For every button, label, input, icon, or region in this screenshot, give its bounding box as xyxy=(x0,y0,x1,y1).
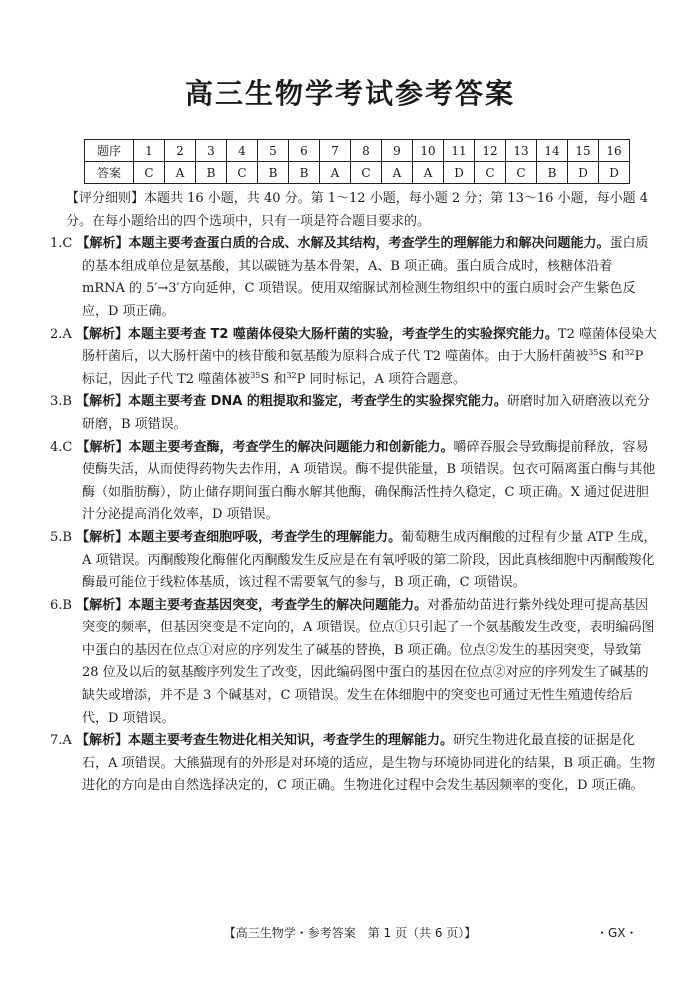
table-cell: 5 xyxy=(258,140,289,162)
table-cell: 15 xyxy=(568,140,599,162)
analysis-summary: 【解析】本题主要考查酶，考查学生的解决问题能力和创新能力。 xyxy=(76,439,454,455)
table-cell: B xyxy=(258,162,289,184)
table-cell: C xyxy=(134,162,165,184)
analysis-text: 对番茄幼苗进行紫外线处理可提高基因突变的频率，但基因突变是不定向的，A 项错误。位点①只引起了一个氨基酸发生改变，表明编码图中蛋白的基因在位点①对应的序列发生了碱基的替换，B 项正确。位点②发生的基因突变，导致第 28 位及以后的氨基酸序列发生了改变，因此编码图中蛋白的基因在位点②对应的序列发生了碱基的缺失或增添，并不是 3 个碱基对，C 项错误。发生在体细胞中的突变也可通过无性生殖遗传给后代，D 项错误。 xyxy=(82,597,655,726)
analysis-text: 葡萄糖生成丙酮酸的过程有少量 ATP 生成，A 项错误。丙酮酸羧化酶催化丙酮酸发生反应是在有氧呼吸的第二阶段，因此真核细胞中丙酮酸羧化酶最可能位于线粒体基质，该过程不需要氧气的参与，B 项正确，C 项错误。 xyxy=(82,529,657,591)
page-title: 高三生物学考试参考答案 xyxy=(184,77,515,110)
table-cell: 8 xyxy=(351,140,382,162)
question-number: 1.C xyxy=(50,236,73,252)
isotope-superscript: 35 xyxy=(588,348,599,358)
answer-explanations xyxy=(50,188,658,798)
table-cell: C xyxy=(351,162,382,184)
question-number: 4.C xyxy=(50,439,73,455)
table-cell: 9 xyxy=(382,140,413,162)
analysis-summary: 【解析】本题主要考查蛋白质的合成、水解及其结构，考查学生的理解能力和解决问题能力。 xyxy=(76,236,610,252)
analysis-summary: 【解析】本题主要考查生物进化相关知识，考查学生的理解能力。 xyxy=(75,733,453,749)
table-cell: D xyxy=(444,162,475,184)
table-cell: A xyxy=(320,162,351,184)
answer-table xyxy=(84,139,630,184)
table-header-cell: 题序 xyxy=(85,140,134,162)
table-cell: 10 xyxy=(413,140,444,162)
analysis-summary: 【解析】本题主要考查 T2 噬菌体侵染大肠杆菌的实验，考查学生的实验探究能力。 xyxy=(75,326,558,342)
table-cell: A xyxy=(413,162,444,184)
isotope-superscript: 32 xyxy=(286,370,297,380)
table-cell: C xyxy=(475,162,506,184)
isotope-superscript: 35 xyxy=(250,370,261,380)
isotope-superscript: 32 xyxy=(624,348,635,358)
analysis-text: 嚼碎吞服会导致酶提前释放，容易使酶失活，从而使得药物失去作用，A 项错误。酶不提供能量，B 项错误。包衣可隔离蛋白酶与其他酶（如脂肪酶），防止储存期间蛋白酶水解其他酶，确保酶活性持久稳定，C 项正确。X 通过促进胆汁分泌提高消化效率，D 项错误。 xyxy=(82,439,656,523)
table-cell: 6 xyxy=(289,140,320,162)
table-cell: B xyxy=(196,162,227,184)
table-cell: A xyxy=(382,162,413,184)
table-cell: 7 xyxy=(320,140,351,162)
scoring-note: 【评分细则】本题共 16 小题，共 40 分。第 1～12 小题，每小题 2 分；第 13～16 小题，每小题 4 分。在每小题给出的四个选项中，只有一项是符合题目要求的。 xyxy=(66,191,648,229)
table-cell: 14 xyxy=(537,140,568,162)
table-cell: D xyxy=(568,162,599,184)
analysis-text: 研究生物进化最直接的证据是化石，A 项错误。大熊猫现有的外形是对环境的适应，是生物与环境协同进化的结果，B 项正确。生物进化的方向是由自然选择决定的，C 项正确。生物进化过程中会发生基因频率的变化，D 项正确。 xyxy=(82,733,656,794)
analysis-text: 蛋白质的基本组成单位是氨基酸，其以碳链为基本骨架，A、B 项正确。蛋白质合成时，核糖体沿着 mRNA 的 5′→3′方向延伸，C 项错误。使用双缩脲试剂检测生物组织中的蛋白质时会产生紫色反应，D 项正确。 xyxy=(82,236,649,319)
analysis-text: T2 噬菌体侵染大肠杆菌后，以大肠杆菌中的核苷酸和氨基酸为原料合成子代 T2 噬菌体。由于大肠杆菌被 xyxy=(82,326,657,365)
table-cell: 16 xyxy=(599,140,630,162)
table-cell: 12 xyxy=(475,140,506,162)
question-item xyxy=(50,437,658,527)
analysis-text: P 同时标记，A 项符合题意。 xyxy=(296,371,467,387)
footer-region-code: ・GX・ xyxy=(596,926,638,940)
question-number: 7.A xyxy=(50,733,72,749)
table-cell: D xyxy=(599,162,630,184)
question-number: 3.B xyxy=(50,394,72,410)
table-cell: 3 xyxy=(196,140,227,162)
table-header-cell: 答案 xyxy=(85,162,134,184)
question-item xyxy=(50,233,658,323)
page-footer: 【高三生物学・参考答案 第 1 页（共 6 页）】 xyxy=(223,926,477,940)
analysis-text: P 标记，因此子代 T2 噬菌体被 xyxy=(82,349,644,387)
answer-table-answer-row xyxy=(85,162,630,184)
question-item xyxy=(50,391,658,436)
table-cell: 2 xyxy=(165,140,196,162)
table-cell: B xyxy=(289,162,320,184)
table-cell: 4 xyxy=(227,140,258,162)
question-item xyxy=(50,324,658,392)
analysis-summary: 【解析】本题主要考查细胞呼吸，考查学生的理解能力。 xyxy=(76,529,402,545)
table-cell: C xyxy=(506,162,537,184)
table-cell: A xyxy=(165,162,196,184)
question-item xyxy=(50,730,658,798)
question-number: 2.A xyxy=(50,326,72,342)
answer-table-number-row xyxy=(85,140,630,162)
question-item xyxy=(50,527,658,595)
table-cell: 13 xyxy=(506,140,537,162)
table-cell: 11 xyxy=(444,140,475,162)
question-item xyxy=(50,595,658,731)
question-number: 6.B xyxy=(50,597,72,613)
analysis-text: S 和 xyxy=(260,371,287,387)
analysis-text: S 和 xyxy=(598,349,625,365)
question-number: 5.B xyxy=(50,529,72,545)
analysis-summary: 【解析】本题主要考查基因突变，考查学生的解决问题能力。 xyxy=(76,597,428,613)
table-cell: 1 xyxy=(134,140,165,162)
table-cell: C xyxy=(227,162,258,184)
analysis-summary: 【解析】本题主要考查 DNA 的粗提取和鉴定，考查学生的实验探究能力。 xyxy=(76,394,507,410)
table-cell: B xyxy=(537,162,568,184)
analysis-text: 研磨时加入研磨液以充分研磨，B 项错误。 xyxy=(82,394,650,432)
